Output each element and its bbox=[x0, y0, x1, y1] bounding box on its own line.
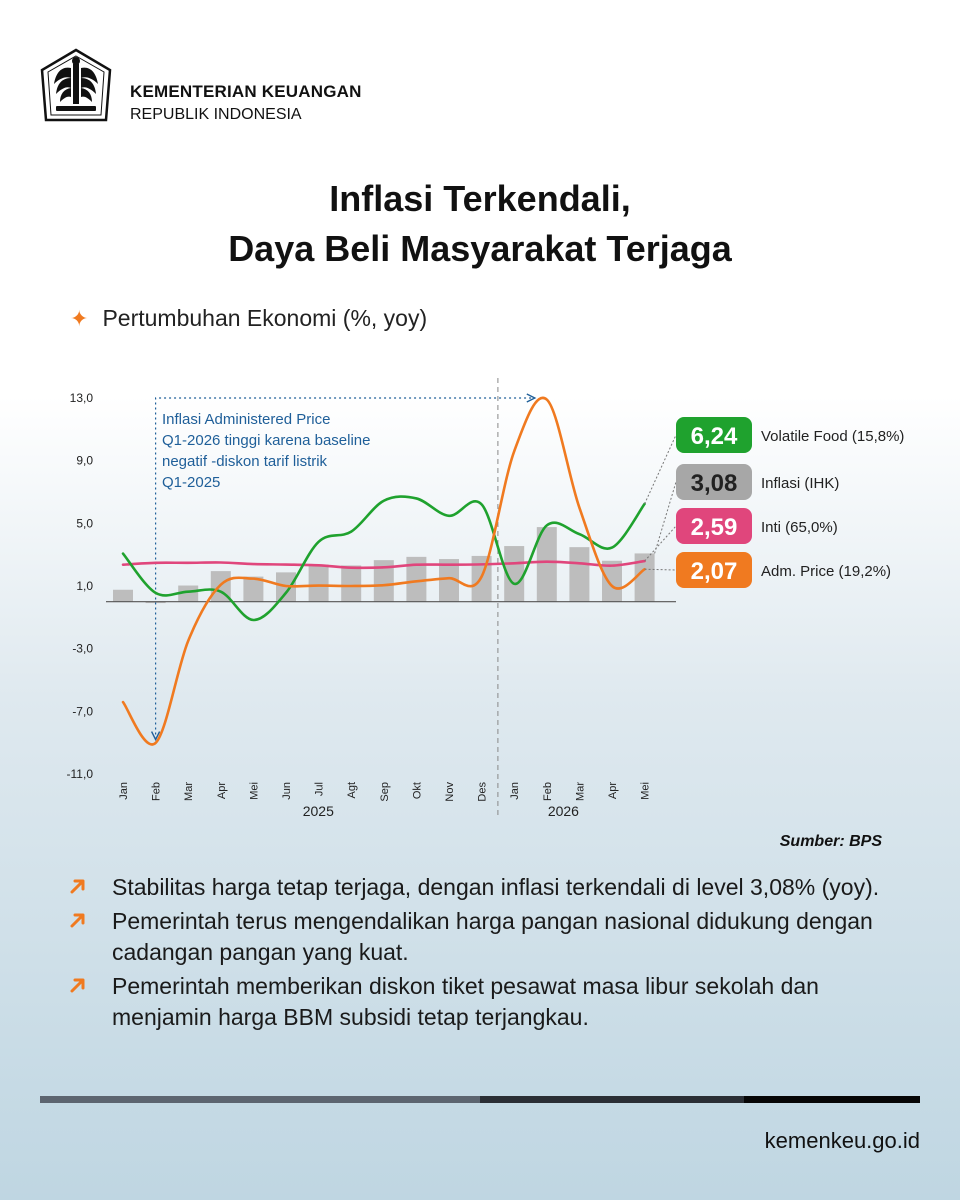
y-tick-label: -11,0 bbox=[66, 767, 93, 781]
x-tick-label: Apr bbox=[215, 782, 228, 800]
bullet-text: Pemerintah terus mengendalikan harga pangan nasional didukung dengan cadangan pangan yang kuat. bbox=[112, 908, 873, 965]
x-tick-label: Mei bbox=[248, 782, 261, 800]
y-tick-label: 9,0 bbox=[76, 453, 93, 468]
source-note: Sumber: BPS bbox=[779, 833, 882, 850]
year-label: 2026 bbox=[547, 803, 579, 819]
x-tick-label: Des bbox=[476, 782, 489, 802]
organization-name bbox=[130, 82, 362, 124]
chart-subtitle-text: Pertumbuhan Ekonomi (%, yoy) bbox=[102, 305, 428, 331]
bar-inflasi bbox=[309, 565, 329, 602]
page-title bbox=[0, 174, 960, 274]
value-badge-number: 2,59 bbox=[690, 514, 738, 541]
annotation-text: negatif -diskon tarif listrik bbox=[162, 453, 328, 470]
value-badge-label: Volatile Food (15,8%) bbox=[761, 428, 905, 445]
y-tick-label: 13,0 bbox=[69, 391, 93, 405]
arrow-up-right-icon bbox=[68, 910, 88, 930]
x-tick-label: Jul bbox=[313, 782, 326, 797]
bullet-list bbox=[68, 872, 908, 1036]
x-tick-label: Mar bbox=[183, 782, 196, 801]
org-name-line2: REPUBLIK INDONESIA bbox=[130, 106, 302, 123]
annotation-text: Q1-2026 tinggi karena baseline bbox=[162, 432, 371, 449]
sparkle-star-icon: ✦ bbox=[70, 306, 89, 331]
bullet-text: Pemerintah memberikan diskon tiket pesawat masa libur sekolah dan menjamin harga BBM subsidi tetap terjangkau. bbox=[112, 973, 819, 1030]
x-tick-label: Jan bbox=[509, 782, 522, 800]
bullet-item bbox=[68, 906, 908, 968]
x-tick-label: Nov bbox=[444, 782, 456, 802]
value-badge-label: Adm. Price (19,2%) bbox=[761, 563, 892, 580]
x-tick-label: Sep bbox=[378, 782, 391, 802]
y-tick-label: 5,0 bbox=[76, 516, 93, 531]
bullet-item bbox=[68, 872, 908, 903]
footer-divider bbox=[40, 1096, 920, 1103]
badge-leader-line bbox=[645, 435, 676, 504]
value-badge-label: Inflasi (IHK) bbox=[761, 475, 840, 492]
arrow-up-right-icon bbox=[68, 975, 88, 995]
value-badge-number: 2,07 bbox=[690, 558, 738, 585]
bar-inflasi bbox=[113, 590, 133, 602]
value-badge-number: 3,08 bbox=[690, 470, 738, 497]
org-name-line1: KEMENTERIAN KEUANGAN bbox=[130, 82, 362, 101]
kemenkeu-logo-icon bbox=[40, 48, 112, 122]
x-tick-label: Apr bbox=[607, 782, 619, 800]
x-tick-label: Mei bbox=[639, 782, 652, 800]
value-badge-label: Inti (65,0%) bbox=[761, 519, 838, 536]
y-tick-label: -7,0 bbox=[72, 704, 93, 719]
y-tick-label: -3,0 bbox=[72, 641, 93, 656]
arrow-up-right-icon bbox=[68, 876, 88, 896]
bullet-item bbox=[68, 971, 908, 1033]
year-label: 2025 bbox=[302, 803, 334, 819]
x-tick-label: Jun bbox=[281, 782, 293, 800]
chart-subtitle bbox=[70, 305, 427, 332]
title-line2: Daya Beli Masyarakat Terjaga bbox=[228, 228, 732, 269]
x-tick-label: Feb bbox=[541, 782, 554, 801]
inflation-chart bbox=[0, 360, 960, 830]
bar-inflasi bbox=[569, 547, 589, 602]
y-tick-label: 1,0 bbox=[76, 579, 93, 593]
bar-inflasi bbox=[341, 565, 361, 601]
badge-leader-line bbox=[655, 482, 676, 553]
bullet-text: Stabilitas harga tetap terjaga, dengan inflasi terkendali di level 3,08% (yoy). bbox=[112, 874, 880, 900]
website-link[interactable]: kemenkeu.go.id bbox=[764, 1128, 920, 1153]
title-line1: Inflasi Terkendali, bbox=[329, 178, 631, 219]
x-tick-label: Feb bbox=[150, 782, 163, 801]
x-tick-label: Agt bbox=[346, 782, 359, 799]
x-tick-label: Jan bbox=[118, 782, 130, 800]
x-tick-label: Mar bbox=[574, 782, 587, 801]
annotation-text: Q1-2025 bbox=[162, 474, 221, 491]
annotation-text: Inflasi Administered Price bbox=[162, 411, 331, 428]
x-tick-label: Okt bbox=[411, 782, 424, 800]
value-badge-number: 6,24 bbox=[690, 423, 738, 450]
